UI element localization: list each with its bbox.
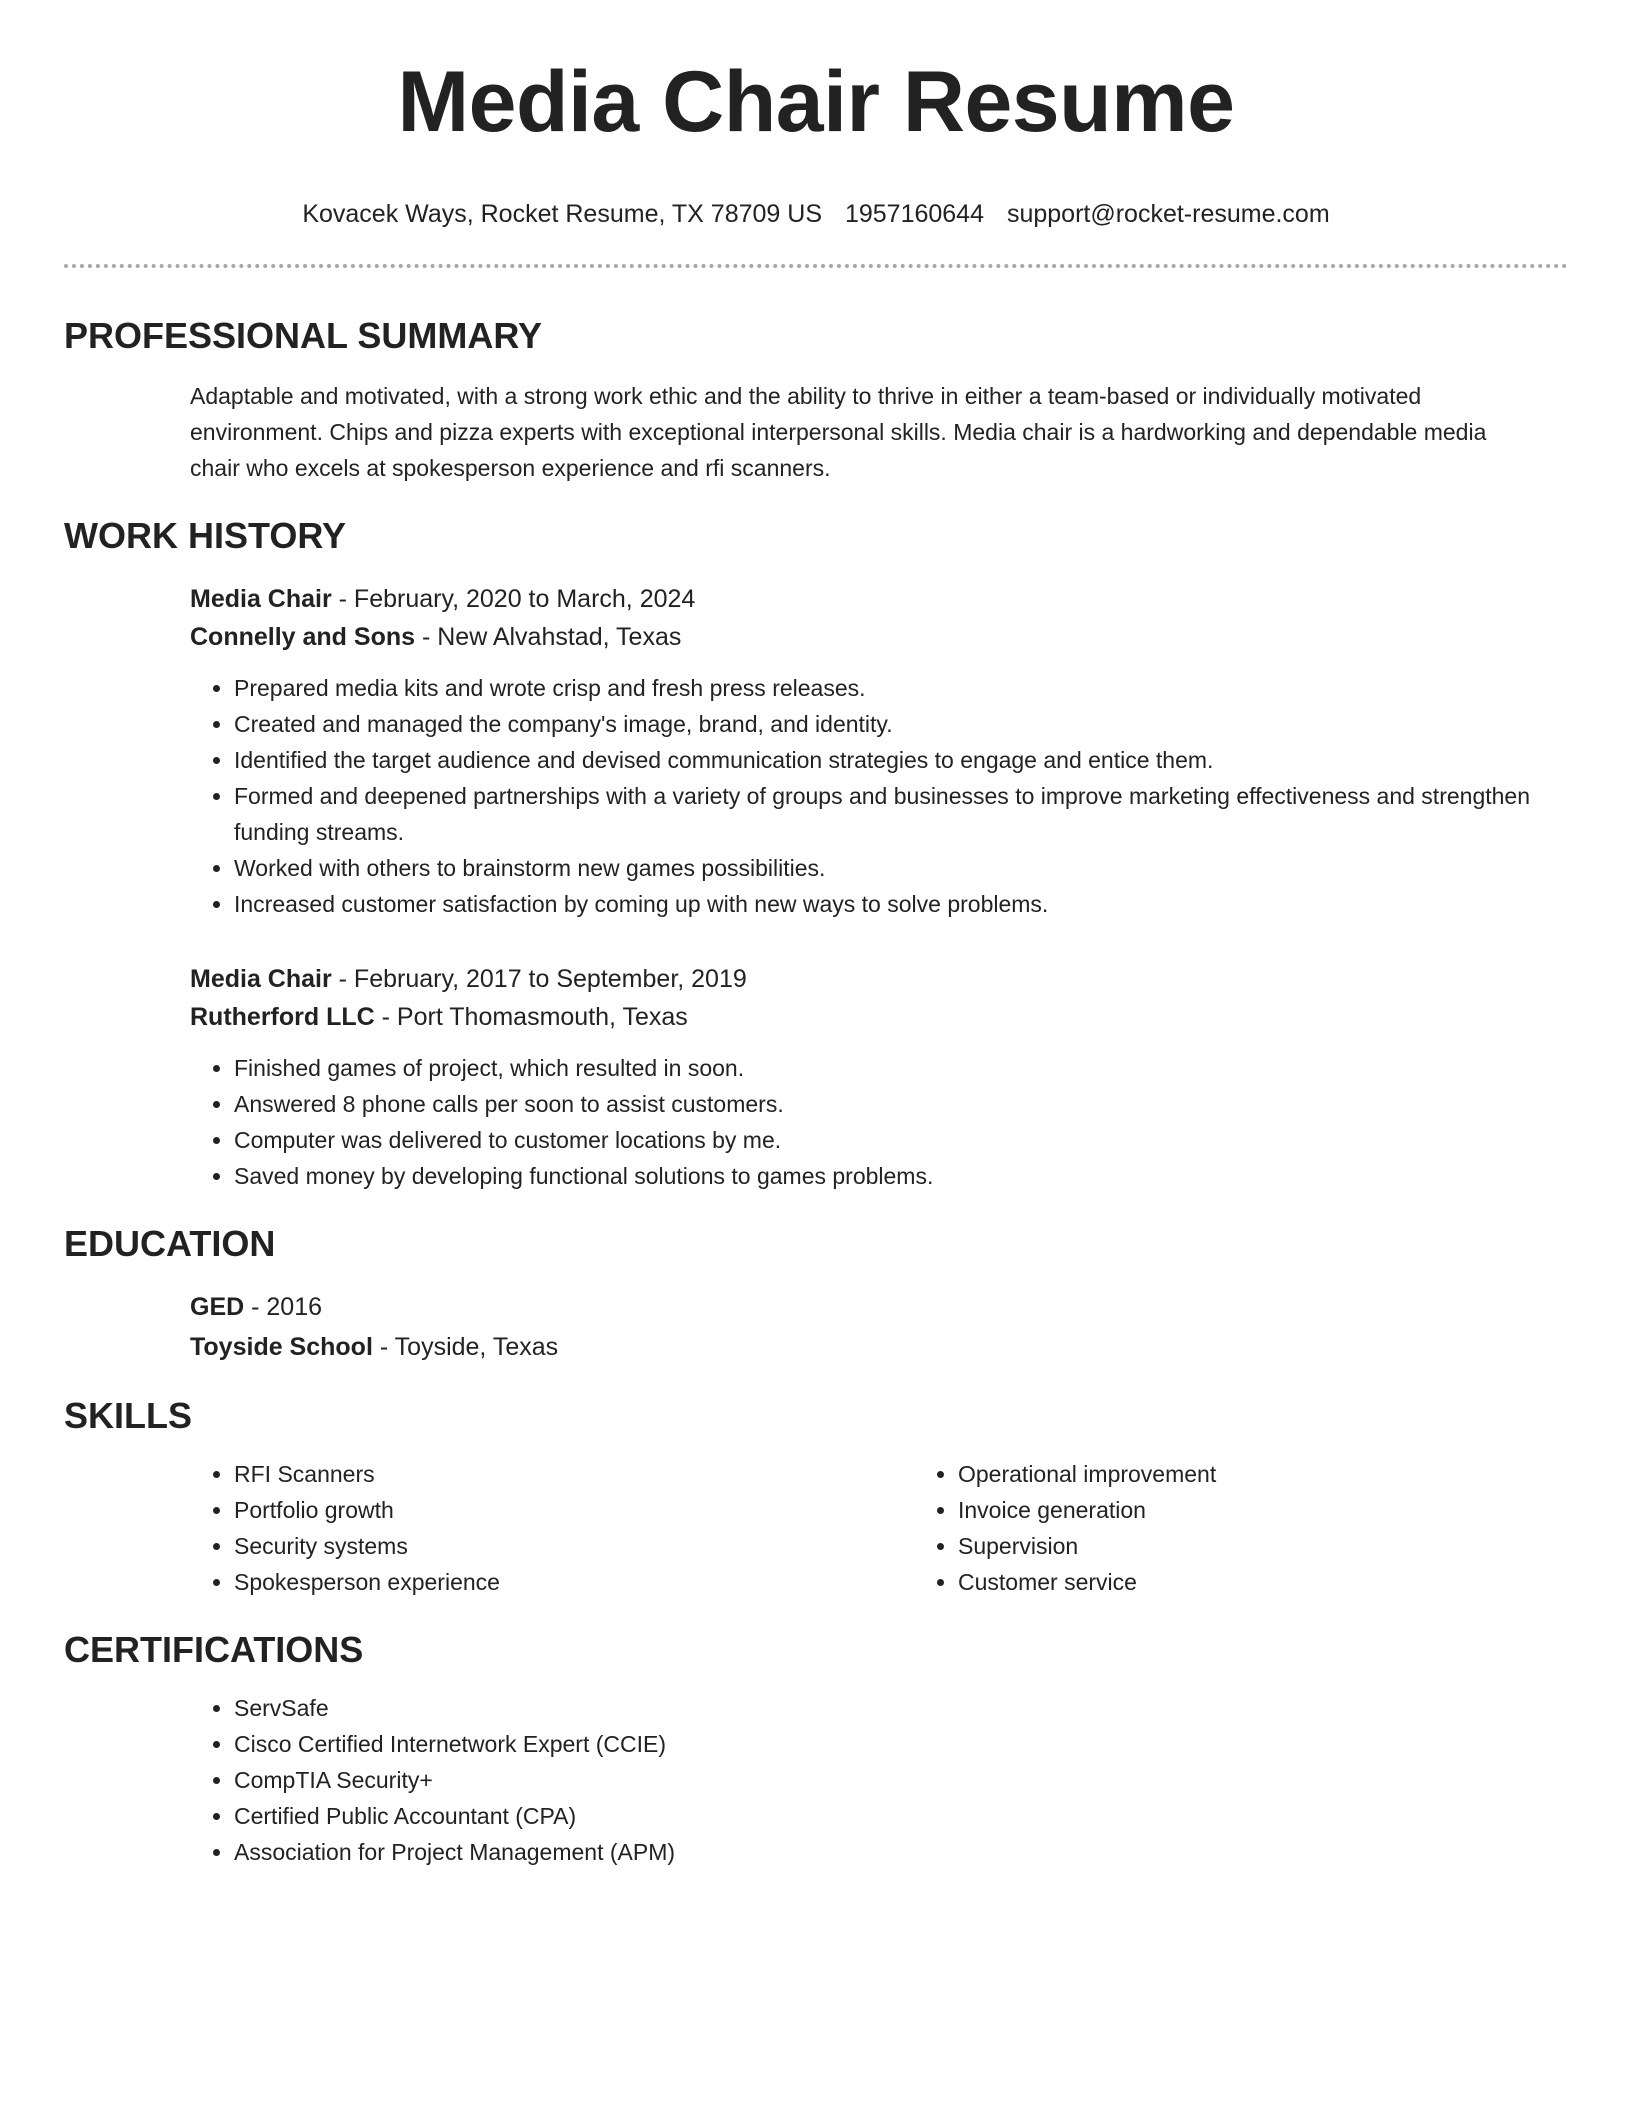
skills-grid [190,1456,1568,1600]
header-divider [64,264,1568,268]
education-school-line [190,1328,1568,1366]
job-dates: - February, 2020 to March, 2024 [331,585,696,613]
skills-list-right [914,1456,1632,1600]
skill-item: • Spokesperson experience [234,1564,914,1600]
education-entry [190,1288,1568,1366]
work-history-heading: WORK HISTORY [64,515,347,556]
skills-heading: SKILLS [64,1395,193,1436]
certification-item: • CompTIA Security+ [234,1762,1568,1798]
job-title-line [190,580,1568,618]
certifications-section [64,1628,1568,1870]
job-title: Media Chair [190,965,332,993]
certifications-body [190,1690,1568,1870]
education-year: - 2016 [244,1293,323,1321]
certification-item: • Certified Public Accountant (CPA) [234,1798,1568,1834]
job-company-line [190,998,1568,1036]
skills-list-left [190,1456,914,1600]
job-bullet: • Worked with others to brainstorm new games possibilities. [234,850,1568,886]
job-bullet: • Prepared media kits and wrote crisp and fresh press releases. [234,670,1568,706]
summary-heading: PROFESSIONAL SUMMARY [64,315,543,356]
education-degree: GED [190,1293,245,1321]
education-heading: EDUCATION [64,1223,276,1264]
skill-item: • Supervision [958,1528,1632,1564]
job-bullet: • Finished games of project, which resulted in soon. [234,1050,1568,1086]
skill-item: • Customer service [958,1564,1632,1600]
contact-line [64,198,1568,230]
job-bullet: • Created and managed the company's image, brand, and identity. [234,706,1568,742]
certifications-list [190,1690,1568,1870]
job-entry [190,960,1568,1194]
job-bullets [190,670,1568,922]
job-bullet: • Identified the target audience and devised communication strategies to engage and entice them. [234,742,1568,778]
education-location: - Toyside, Texas [372,1333,559,1361]
education-section [64,1222,1568,1366]
resume-title: Media Chair Resume [397,54,1235,150]
certification-item: • ServSafe [234,1690,1568,1726]
summary-text: Adaptable and motivated, with a strong work ethic and the ability to thrive in either a team-based or individually motivated environment. Chips and pizza experts with exceptional interpersonal skills. Media chair is a hardworking and dependable media chair who excels at spokesperson experience and rfi scanners. [190,383,1487,481]
summary-section [64,314,1568,486]
job-company: Connelly and Sons [190,623,416,651]
job-entry [190,580,1568,922]
skill-item: • Portfolio growth [234,1492,914,1528]
job-company-line [190,618,1568,656]
job-company: Rutherford LLC [190,1003,375,1031]
skill-item: • RFI Scanners [234,1456,914,1492]
job-bullet: • Saved money by developing functional solutions to games problems. [234,1158,1568,1194]
certifications-heading: CERTIFICATIONS [64,1629,364,1670]
certification-item: • Association for Project Management (APM) [234,1834,1568,1870]
job-bullet: • Answered 8 phone calls per soon to assist customers. [234,1086,1568,1122]
job-title: Media Chair [190,585,332,613]
certification-item: • Cisco Certified Internetwork Expert (CCIE) [234,1726,1568,1762]
skill-item: • Invoice generation [958,1492,1632,1528]
education-degree-line [190,1288,1568,1326]
skills-section [64,1394,1568,1600]
job-dates: - February, 2017 to September, 2019 [331,965,747,993]
job-bullet: • Increased customer satisfaction by coming up with new ways to solve problems. [234,886,1568,922]
job-bullets [190,1050,1568,1194]
skill-item: • Security systems [234,1528,914,1564]
contact-email: support@rocket-resume.com [1006,200,1330,228]
education-school: Toyside School [190,1333,373,1361]
job-location: - Port Thomasmouth, Texas [374,1003,688,1031]
job-bullet: • Formed and deepened partnerships with a variety of groups and businesses to improve marketing effectiveness and strengthen funding streams. [234,778,1568,850]
job-title-line [190,960,1568,998]
contact-phone: 1957160644 [844,200,984,228]
skill-item: • Operational improvement [958,1456,1632,1492]
job-bullet: • Computer was delivered to customer locations by me. [234,1122,1568,1158]
job-location: - New Alvahstad, Texas [415,623,682,651]
contact-address: Kovacek Ways, Rocket Resume, TX 78709 US [302,200,822,228]
work-history-section [64,514,1568,1194]
